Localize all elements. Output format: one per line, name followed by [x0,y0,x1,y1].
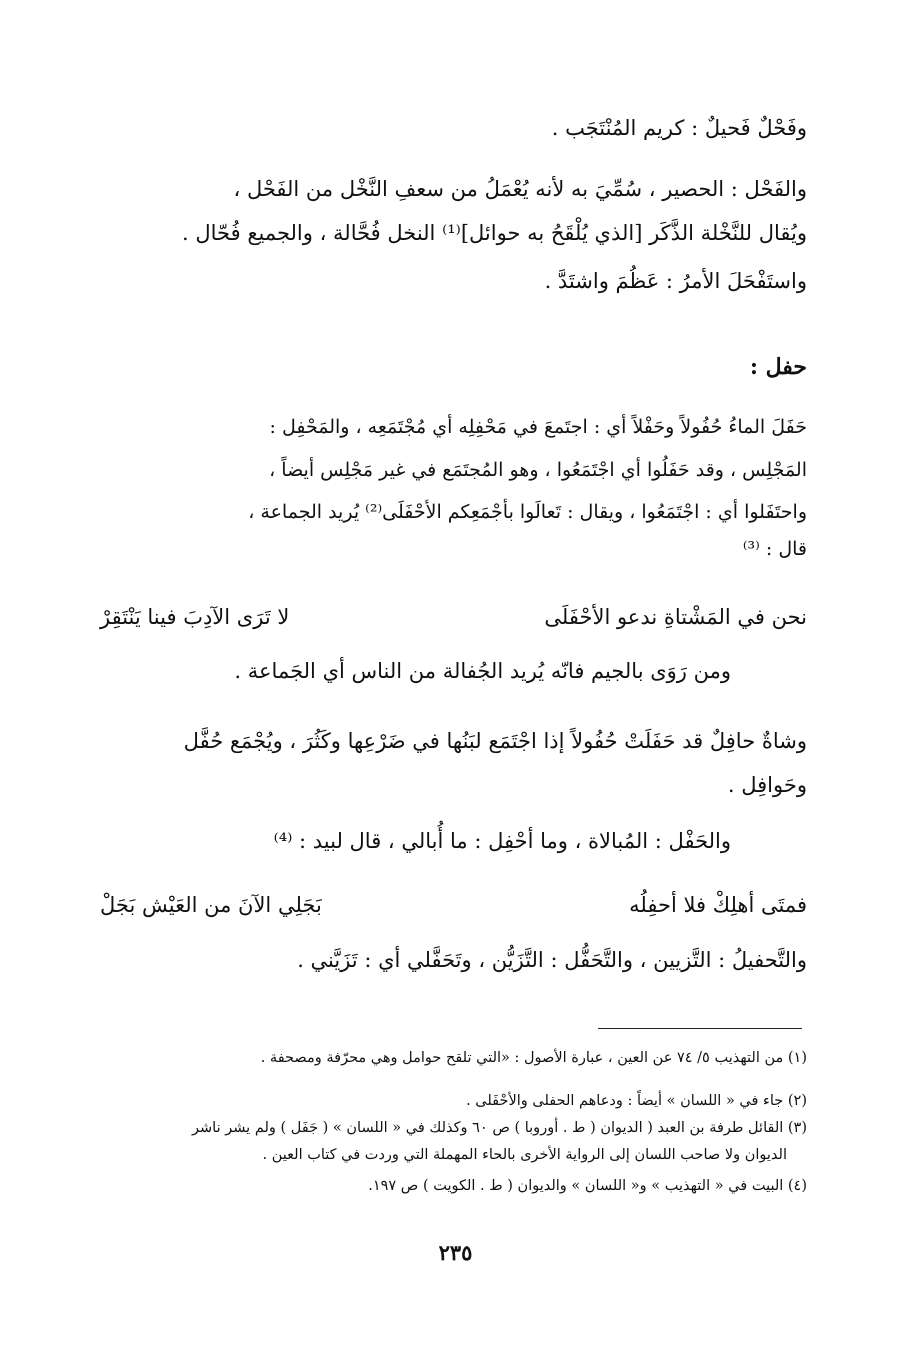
entry-heading: حفل : [749,354,807,380]
text-line: وحَوافِل . [727,773,807,797]
page-number: ٢٣٥ [438,1240,473,1265]
text-line: وشاةٌ حافِلٌ قد حَفَلَتْ حُفُولاً إذا اجْتَمَع لبَنُها في ضَرْعِها وكَثُرَ ، ويُجْمَع حُفَّل [183,729,807,753]
footnote: (٣) القائل طرفة بن العبد ( الديوان ( ط . أوروبا ) ص ٦٠ وكذلك في « اللسان » ( جَفَل ) ولم يشر ناشر [192,1120,807,1136]
text-line: ومن رَوَى بالجيم فانّه يُريد الجُفالة من الناس أي الجَماعة . [234,659,731,683]
text-line: واستَفْحَلَ الأمرُ : عَظُمَ واشتَدَّ . [544,269,807,293]
text-line: واحتَفَلوا أي : اجْتَمَعُوا ، ويقال : تَعالَوا بأجْمَعِكم الأحْفَلَى⁽²⁾ يُريد الجماعة ، [248,501,807,523]
text-line: ويُقال للنَّخْلة الذَّكَر [الذي يُلْقَحُ به حوائل]⁽¹⁾ النخل فُحَّالة ، والجميع فُحّال . [182,221,807,245]
text-line: قال : ⁽³⁾ [742,538,807,560]
footnote: (٢) جاء في « اللسان » أيضاً : ودعاهم الحفلى والأحْفَلى . [466,1093,807,1109]
poetry-verse [100,605,807,635]
poetry-verse [100,893,807,923]
verse-second-hemistich: لا تَرَى الآدِبَ فينا يَنْتَقِرْ [100,605,290,629]
verse-first-hemistich: نحن في المَشْتاةِ ندعو الأحْفَلَى [544,605,807,629]
text-line: حَفَلَ الماءُ حُفُولاً وحَفْلاً أي : اجتَمعَ في مَحْفِلِه أي مُجْتَمَعِه ، والمَحْفِل : [269,416,807,438]
text-line: وفَحْلٌ فَحيلٌ : كريم المُنْتَجَب . [551,116,807,140]
text-line: المَجْلِس ، وقد حَفَلُوا أي اجْتَمَعُوا ، وهو المُجتَمَع في غير مَجْلِس أيضاً ، [269,459,807,481]
footnote: (٤) البيت في « التهذيب » و« اللسان » والديوان ( ط . الكويت ) ص ١٩٧. [368,1178,807,1194]
footnote-separator [598,1028,802,1029]
verse-first-hemistich: فمتَى أهلِكْ فلا أحفِلُه [629,893,807,917]
footnote-continuation: الديوان ولا صاحب اللسان إلى الرواية الأخرى بالحاء المهملة التي وردت في كتاب العين . [262,1147,787,1163]
text-line: والتَّحفيلُ : التَّزيين ، والتَّحَفُّل : التَّزَيُّن ، وتَحَفَّلي أي : تَزَيَّني . [297,948,807,972]
text-line: والحَفْل : المُبالاة ، وما أحْفِل : ما أُبالي ، قال لبيد : ⁽⁴⁾ [273,829,731,853]
footnote: (١) من التهذيب ٥/ ٧٤ عن العين ، عبارة الأصول : «التي تلقح حوامل وهي محرّفة ومصحفة . [260,1050,807,1066]
text-line: والفَحْل : الحصير ، سُمِّيَ به لأنه يُعْمَلُ من سعفِ النَّخْل من الفَحْل ، [233,177,807,201]
verse-second-hemistich: بَجَلِي الآنَ من العَيْش بَجَلْ [100,893,322,917]
